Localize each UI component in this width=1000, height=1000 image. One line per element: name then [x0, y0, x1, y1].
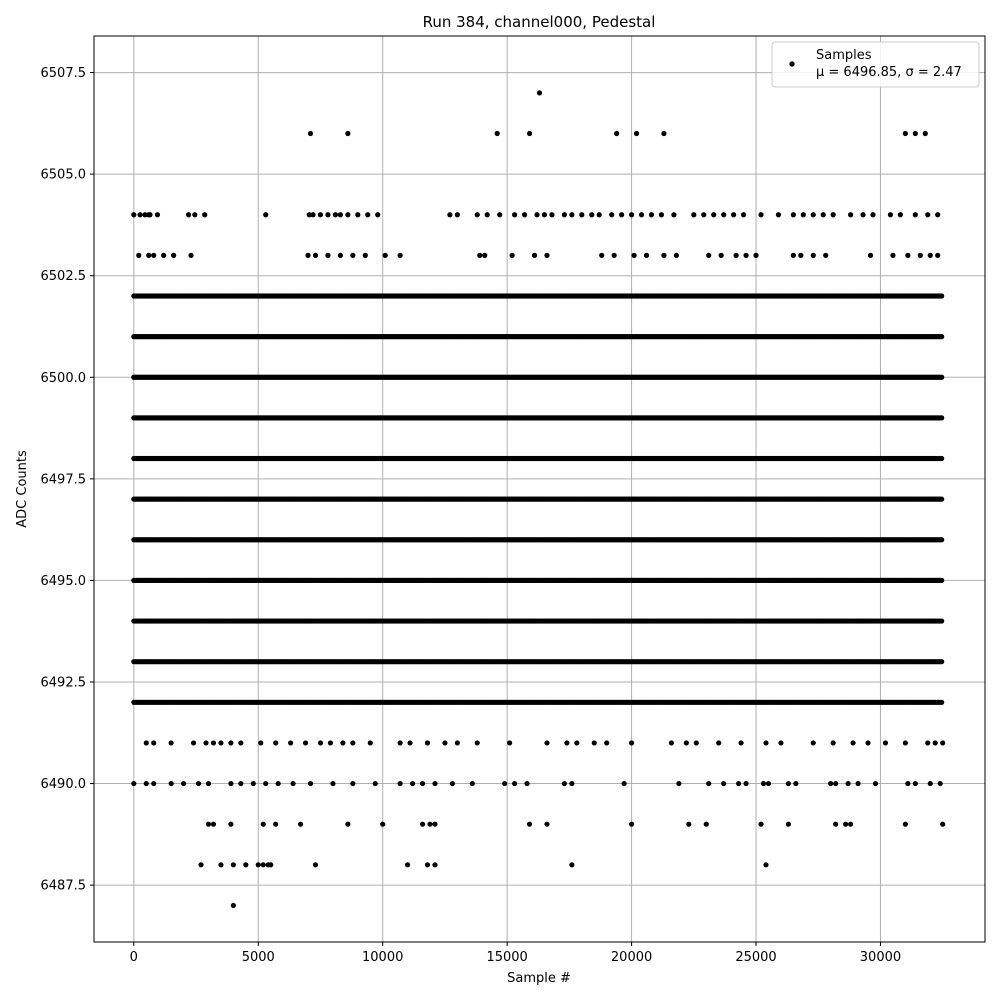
- grid-lines: [94, 36, 985, 942]
- data-point: [939, 415, 944, 420]
- data-point: [939, 456, 944, 461]
- data-points: [131, 90, 945, 908]
- data-point: [939, 537, 944, 542]
- chart-title: Run 384, channel000, Pedestal: [422, 13, 656, 31]
- data-point: [939, 334, 944, 339]
- data-point: [939, 497, 944, 502]
- data-point: [939, 578, 944, 583]
- data-point: [939, 375, 944, 380]
- data-point: [939, 659, 944, 664]
- data-point: [939, 618, 944, 623]
